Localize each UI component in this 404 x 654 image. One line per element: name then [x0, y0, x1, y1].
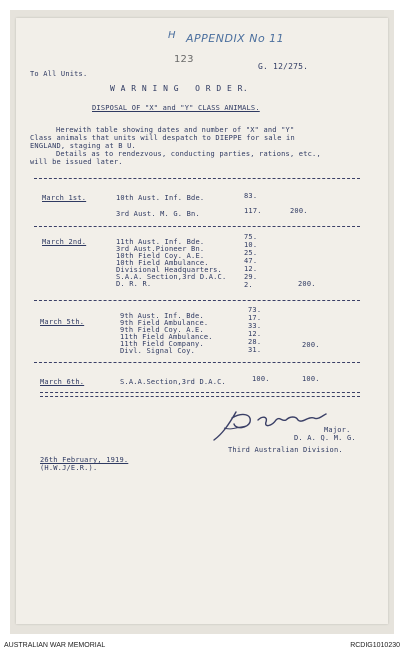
- unit-count: 10.: [244, 241, 258, 249]
- address-line: To All Units.: [30, 70, 88, 78]
- footer-item-id: RCDIG1010230: [350, 642, 400, 649]
- body-line-3: ENGLAND, staging at B U.: [30, 142, 136, 150]
- unit-name: 9th Field Coy. A.E.: [120, 326, 204, 334]
- unit-name: 3rd Aust.Pioneer Bn.: [116, 245, 205, 253]
- signatory-appointment: D. A. Q. M. G.: [294, 434, 356, 442]
- unit-name: 9th Field Ambulance.: [120, 319, 209, 327]
- unit-count: 2.: [244, 281, 253, 289]
- unit-count: 83.: [244, 192, 258, 200]
- unit-name: D. R. R.: [116, 280, 152, 288]
- date-march-2: March 2nd.: [42, 238, 87, 246]
- unit-count: 73.: [248, 306, 262, 314]
- unit-name: 3rd Aust. M. G. Bn.: [116, 210, 200, 218]
- margin-note: H: [168, 30, 176, 41]
- unit-count: 31.: [248, 346, 262, 354]
- unit-count: 29.: [244, 273, 258, 281]
- unit-name: 10th Field Coy. A.E.: [116, 252, 205, 260]
- unit-count: 17.: [248, 314, 262, 322]
- unit-count: 28.: [248, 338, 262, 346]
- archive-footer: [0, 640, 404, 654]
- appendix-note: APPENDIX No 11: [186, 32, 285, 45]
- rule-top: [34, 178, 360, 179]
- unit-name: 11th Field Ambulance.: [120, 333, 213, 341]
- day-total: 100.: [302, 375, 320, 383]
- body-line-5: will be issued later.: [30, 158, 123, 166]
- unit-name: S.A.A. Section,3rd D.A.C.: [116, 273, 227, 281]
- reference-number: G. 12/275.: [258, 62, 309, 71]
- rule-bottom-2: [40, 396, 360, 397]
- body-line-4: Details as to rendezvous, conducting parties, rations, etc.,: [56, 150, 321, 158]
- footer-institution: AUSTRALIAN WAR MEMORIAL: [4, 642, 106, 649]
- rule-1: [34, 226, 360, 227]
- unit-name: 11th Field Company.: [120, 340, 204, 348]
- day-total: 200.: [302, 341, 320, 349]
- date-march-5: March 5th.: [40, 318, 85, 326]
- unit-name: 11th Aust. Inf. Bde.: [116, 238, 205, 246]
- rule-3: [34, 362, 360, 363]
- date-march-6: March 6th.: [40, 378, 85, 386]
- unit-count: 12.: [248, 330, 262, 338]
- issue-date: 26th February, 1919.: [40, 456, 129, 464]
- date-march-1: March 1st.: [42, 194, 87, 202]
- body-line-2: Class animals that units will despatch to DIEPPE for sale in: [30, 134, 295, 142]
- unit-name: Divl. Signal Coy.: [120, 347, 196, 355]
- unit-name: 10th Aust. Inf. Bde.: [116, 194, 205, 202]
- unit-name: 10th Field Ambulance.: [116, 259, 209, 267]
- signatory-formation: Third Australian Division.: [228, 446, 343, 454]
- rule-2: [34, 300, 360, 301]
- unit-count: 47.: [244, 257, 258, 265]
- unit-name: S.A.A.Section,3rd D.A.C.: [120, 378, 226, 386]
- rule-bottom: [40, 392, 360, 393]
- unit-count: 25.: [244, 249, 258, 257]
- unit-count: 117.: [244, 207, 262, 215]
- unit-count: 12.: [244, 265, 258, 273]
- body-line-1: Herewith table showing dates and number of "X" and "Y": [56, 126, 295, 134]
- unit-count: 100.: [252, 375, 270, 383]
- day-total: 200.: [298, 280, 316, 288]
- order-title: W A R N I N G O R D E R.: [110, 84, 249, 93]
- day-total: 200.: [290, 207, 308, 215]
- unit-name: Divisional Headquarters.: [116, 266, 222, 274]
- issue-reference: (H.W.J/E.R.).: [40, 464, 98, 472]
- unit-count: 33.: [248, 322, 262, 330]
- signatory-rank: Major.: [324, 426, 351, 434]
- order-subject: DISPOSAL OF "X" and "Y" CLASS ANIMALS.: [92, 104, 260, 112]
- unit-name: 9th Aust. Inf. Bde.: [120, 312, 204, 320]
- unit-count: 75.: [244, 233, 258, 241]
- page-number-stamp: 123: [174, 54, 194, 65]
